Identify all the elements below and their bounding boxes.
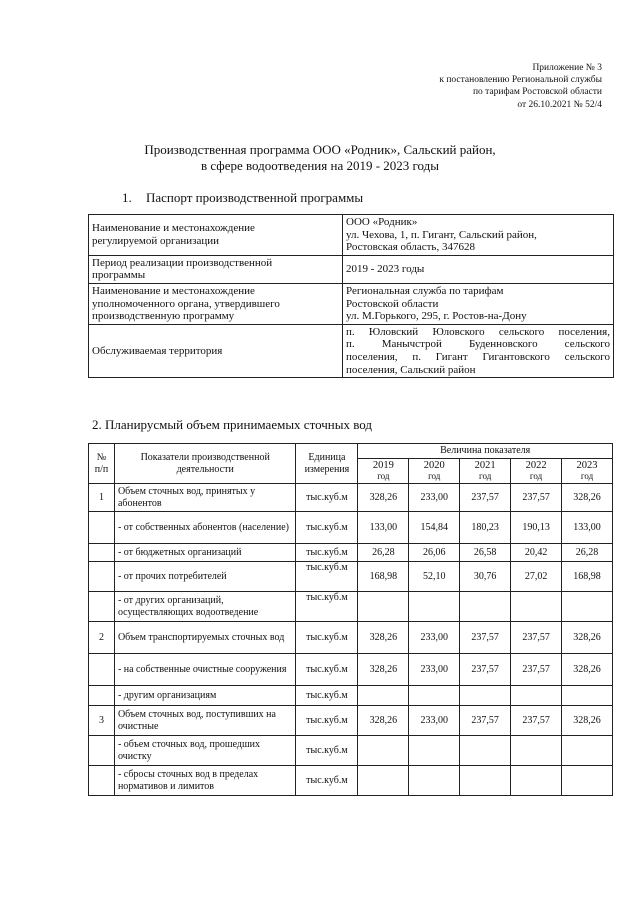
row-value: [358, 736, 409, 766]
appendix-line: по тарифам Ростовской области: [472, 87, 602, 98]
row-value: [409, 736, 460, 766]
passport-label: Наименование и местонахождение регулируемой организации: [89, 215, 343, 256]
passport-value: 2019 - 2023 годы: [343, 255, 614, 283]
document-title: [40, 142, 600, 173]
row-value: 190,13: [511, 512, 562, 544]
row-unit: тыс.куб.м: [296, 686, 358, 706]
row-label: - от других организаций, осуществляющих водоотведение: [114, 592, 296, 622]
row-value: 328,26: [562, 622, 613, 654]
row-value: [460, 686, 511, 706]
row-value: 133,00: [358, 512, 409, 544]
table-header-row: [89, 444, 613, 459]
row-value: [511, 766, 562, 796]
row-value: 237,57: [460, 484, 511, 512]
passport-row: [89, 215, 614, 256]
table-row: [89, 484, 613, 512]
row-label: - сбросы сточных вод в пределах нормативов и лимитов: [114, 766, 296, 796]
header-indicator: Показатели производственной деятельности: [114, 444, 296, 484]
row-unit: тыс.куб.м: [296, 766, 358, 796]
row-label: - объем сточных вод, прошедших очистку: [114, 736, 296, 766]
row-unit: тыс.куб.м: [296, 562, 358, 592]
row-value: 237,57: [460, 622, 511, 654]
row-value: [562, 592, 613, 622]
row-value: 180,23: [460, 512, 511, 544]
row-unit: тыс.куб.м: [296, 512, 358, 544]
row-label: Объем сточных вод, поступивших на очистные: [114, 706, 296, 736]
row-unit: тыс.куб.м: [296, 736, 358, 766]
passport-label: Наименование и местонахождение уполномоченного органа, утвердившего производственную программу: [89, 283, 343, 324]
row-label: Объем сточных вод, принятых у абонентов: [114, 484, 296, 512]
section-title: Паспорт производственной программы: [146, 190, 364, 205]
row-num: [89, 686, 115, 706]
row-value: 30,76: [460, 562, 511, 592]
table-row: [89, 736, 613, 766]
header-year: 2023 год: [562, 459, 613, 484]
section-title: Планирусмый объем принимаемых сточных вод: [105, 417, 373, 432]
row-num: 2: [89, 622, 115, 654]
row-num: [89, 562, 115, 592]
row-value: 237,57: [511, 484, 562, 512]
row-num: [89, 766, 115, 796]
passport-value: Региональная служба по тарифам Ростовской области ул. М.Горького, 295, г. Ростов-на-Дону: [343, 283, 614, 324]
appendix-line: от 26.10.2021 № 52/4: [517, 99, 602, 110]
table-row: [89, 706, 613, 736]
passport-table: [88, 214, 614, 378]
row-num: [89, 654, 115, 686]
table-row: [89, 562, 613, 592]
row-value: [358, 686, 409, 706]
row-value: [460, 766, 511, 796]
row-value: 168,98: [562, 562, 613, 592]
row-value: 328,26: [562, 484, 613, 512]
row-label: Объем транспортируемых сточных вод: [114, 622, 296, 654]
row-unit: тыс.куб.м: [296, 706, 358, 736]
table-row: [89, 622, 613, 654]
row-value: 328,26: [562, 706, 613, 736]
row-value: 328,26: [358, 706, 409, 736]
row-num: [89, 736, 115, 766]
row-value: 328,26: [358, 654, 409, 686]
row-value: 27,02: [511, 562, 562, 592]
row-unit: тыс.куб.м: [296, 592, 358, 622]
row-value: 233,00: [409, 622, 460, 654]
section-number: 2.: [92, 417, 102, 432]
header-unit: Единица измерения: [296, 444, 358, 484]
row-value: [511, 686, 562, 706]
section-1-heading: [122, 190, 363, 206]
row-num: 3: [89, 706, 115, 736]
passport-row: [89, 324, 614, 377]
header-year: 2019 год: [358, 459, 409, 484]
passport-value: п. Юловский Юловского сельского поселения, п. Манычстрой Буденновского сельского поселения, п. Гигант Гигантовского сельского поселения, Сальский район: [343, 324, 614, 377]
row-value: 233,00: [409, 706, 460, 736]
row-unit: тыс.куб.м: [296, 544, 358, 562]
row-value: 237,57: [460, 654, 511, 686]
row-value: 237,57: [511, 654, 562, 686]
row-value: [562, 766, 613, 796]
title-line: Производственная программа ООО «Родник», Сальский район,: [144, 142, 496, 157]
header-value-group: Величина показателя: [358, 444, 613, 459]
row-num: [89, 592, 115, 622]
section-2-heading: [92, 417, 372, 433]
passport-row: [89, 283, 614, 324]
row-value: [409, 592, 460, 622]
row-label: - от прочих потребителей: [114, 562, 296, 592]
row-value: [358, 592, 409, 622]
row-value: 52,10: [409, 562, 460, 592]
table-row: [89, 654, 613, 686]
row-value: 237,57: [460, 706, 511, 736]
row-value: 168,98: [358, 562, 409, 592]
row-value: 237,57: [511, 622, 562, 654]
row-value: [409, 686, 460, 706]
row-value: 26,06: [409, 544, 460, 562]
row-value: [511, 736, 562, 766]
row-value: 154,84: [409, 512, 460, 544]
row-label: - другим организациям: [114, 686, 296, 706]
row-value: 26,58: [460, 544, 511, 562]
row-value: 133,00: [562, 512, 613, 544]
row-unit: тыс.куб.м: [296, 622, 358, 654]
row-value: 328,26: [358, 484, 409, 512]
row-value: [460, 592, 511, 622]
row-num: 1: [89, 484, 115, 512]
appendix-line: Приложение № 3: [532, 63, 602, 73]
appendix-line: к постановлению Региональной службы: [439, 75, 602, 86]
row-value: 328,26: [562, 654, 613, 686]
row-unit: тыс.куб.м: [296, 484, 358, 512]
row-value: 26,28: [562, 544, 613, 562]
row-value: 233,00: [409, 654, 460, 686]
row-value: [460, 736, 511, 766]
row-value: 26,28: [358, 544, 409, 562]
section-number: 1.: [122, 190, 132, 205]
row-label: - от бюджетных организаций: [114, 544, 296, 562]
row-value: 233,00: [409, 484, 460, 512]
passport-value: ООО «Родник» ул. Чехова, 1, п. Гигант, Сальский район, Ростовская область, 347628: [343, 215, 614, 256]
row-label: - на собственные очистные сооружения: [114, 654, 296, 686]
row-unit: тыс.куб.м: [296, 654, 358, 686]
row-value: [562, 736, 613, 766]
row-value: [511, 592, 562, 622]
row-value: [358, 766, 409, 796]
appendix-block: [302, 62, 602, 111]
table-row: [89, 592, 613, 622]
table-row: [89, 686, 613, 706]
wastewater-table: [88, 443, 613, 796]
header-year: 2020 год: [409, 459, 460, 484]
row-value: [409, 766, 460, 796]
row-value: [562, 686, 613, 706]
row-value: 20,42: [511, 544, 562, 562]
table-row: [89, 766, 613, 796]
table-row: [89, 544, 613, 562]
table-row: [89, 512, 613, 544]
row-value: 237,57: [511, 706, 562, 736]
row-label: - от собственных абонентов (население): [114, 512, 296, 544]
passport-label: Период реализации производственной программы: [89, 255, 343, 283]
passport-row: [89, 255, 614, 283]
passport-label: Обслуживаемая территория: [89, 324, 343, 377]
row-num: [89, 544, 115, 562]
header-num: № п/п: [89, 444, 115, 484]
header-year: 2021 год: [460, 459, 511, 484]
header-year: 2022 год: [511, 459, 562, 484]
row-value: 328,26: [358, 622, 409, 654]
title-line: в сфере водоотведения на 2019 - 2023 годы: [200, 157, 440, 173]
row-num: [89, 512, 115, 544]
